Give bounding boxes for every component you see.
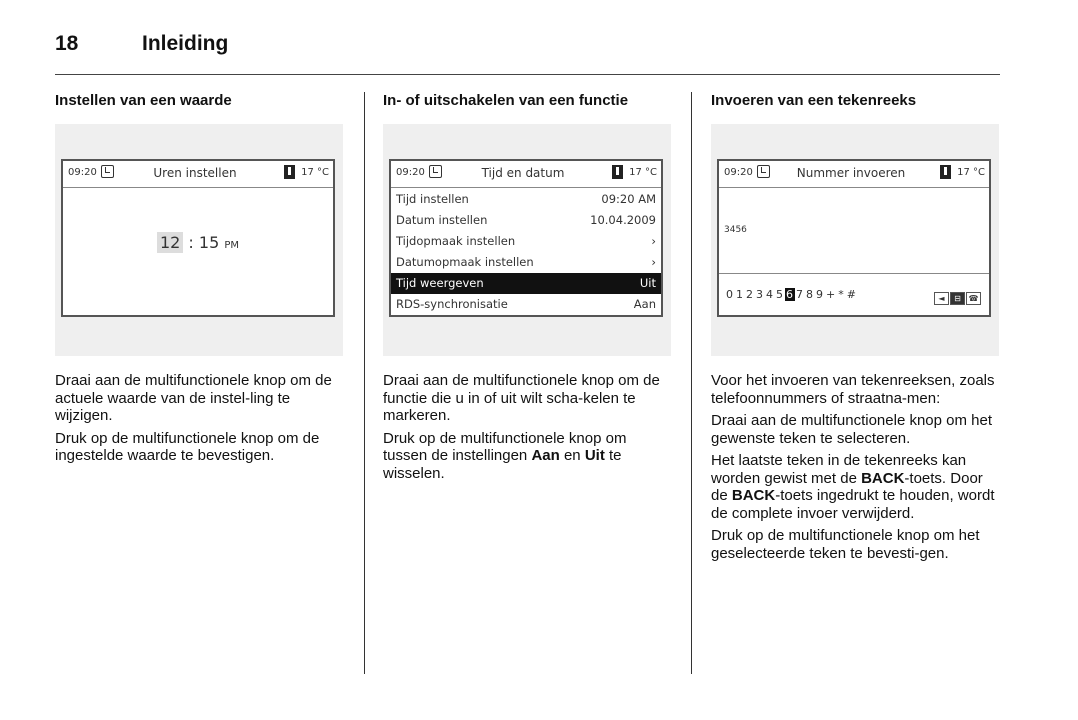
mode-icons	[933, 288, 981, 307]
section-heading: Instellen van een waarde	[55, 92, 232, 109]
time-separator: :	[183, 233, 199, 252]
page-number: 18	[55, 32, 79, 55]
chevron-right-icon: ›	[651, 234, 656, 248]
char-key[interactable]: 0	[726, 288, 734, 301]
screen-illustration	[383, 124, 671, 356]
char-key[interactable]: 9	[816, 288, 824, 301]
paragraph	[383, 430, 673, 483]
hour-value[interactable]: 12	[157, 232, 183, 253]
clock-icon	[757, 165, 770, 178]
status-temperature: 17 °C	[301, 167, 329, 178]
paragraph: Draai aan de multifunctionele knop om het gewenste teken te selecteren.	[711, 412, 993, 447]
text-run: te wisselen.	[383, 447, 622, 482]
menu-item-tijdopmaak[interactable]	[391, 231, 661, 252]
paragraph: Draai aan de multifunctionele knop om de actuele waarde van de instel-ling te wijzigen.	[55, 372, 332, 424]
keyword-back: BACK	[731, 487, 776, 504]
column-set-value	[55, 92, 345, 470]
status-time: 09:20	[724, 167, 753, 178]
text-run: -toets. Door de	[711, 469, 983, 504]
column-divider	[691, 92, 692, 674]
status-time: 09:20	[396, 167, 425, 178]
backspace-icon[interactable]: ◄	[934, 292, 949, 305]
char-key[interactable]: 8	[806, 288, 814, 301]
menu-item-tijd-weergeven[interactable]	[391, 273, 661, 294]
menu-item-label: Datumopmaak instellen	[396, 255, 534, 269]
paragraph: Druk op de multifunctionele knop om het geselecteerde teken te bevesti-gen.	[711, 527, 980, 562]
char-key[interactable]: 1	[736, 288, 744, 301]
status-bar	[719, 161, 989, 188]
menu-item-datum-instellen[interactable]	[391, 210, 661, 231]
paragraph: Voor het invoeren van tekenreeksen, zoals telefoonnummers of straatna-men:	[711, 372, 995, 407]
menu-item-rds-synchronisatie[interactable]	[391, 294, 661, 315]
section-heading: In- of uitschakelen van een functie	[383, 92, 629, 109]
display-screen	[61, 159, 335, 317]
body-text	[55, 372, 345, 465]
char-key[interactable]: 3	[756, 288, 764, 301]
char-key-selected[interactable]: 6	[786, 288, 794, 301]
page-header	[55, 30, 1000, 75]
screen-title: Uren instellen	[153, 166, 237, 180]
status-bar	[63, 161, 333, 188]
chevron-right-icon: ›	[651, 255, 656, 269]
char-key[interactable]: #	[846, 288, 857, 301]
text-run: Druk op de multifunctionele knop om tussen de instellingen	[383, 429, 627, 464]
display-screen	[717, 159, 991, 317]
status-bar	[391, 161, 661, 188]
screen-illustration	[55, 124, 343, 356]
section-heading: Invoeren van een tekenreeks	[711, 92, 917, 109]
character-selector	[719, 273, 989, 316]
keyword-aan: Aan	[531, 447, 560, 464]
status-temperature: 17 °C	[957, 167, 985, 178]
thermometer-icon	[612, 165, 623, 179]
text-run: en	[559, 447, 585, 464]
body-text	[711, 372, 1001, 562]
menu-item-tijd-instellen[interactable]	[391, 189, 661, 210]
ampm-value[interactable]: PM	[224, 240, 240, 251]
paragraph: Draai aan de multifunctionele knop om de functie die u in of uit wilt scha-kelen te markeren.	[383, 372, 660, 424]
menu-item-value: 10.04.2009	[590, 213, 656, 227]
thermometer-icon	[940, 165, 951, 179]
column-divider	[364, 92, 365, 674]
time-value[interactable]	[63, 233, 333, 252]
menu-item-datumopmaak[interactable]	[391, 252, 661, 273]
clock-icon	[101, 165, 114, 178]
clock-icon	[429, 165, 442, 178]
column-toggle-function	[383, 92, 673, 487]
menu-item-label: Tijd instellen	[396, 192, 469, 206]
menu-item-label: Datum instellen	[396, 213, 488, 227]
character-list	[725, 288, 858, 301]
keyword-uit: Uit	[584, 447, 605, 464]
keyword-back: BACK	[861, 469, 905, 487]
menu-item-label: RDS-synchronisatie	[396, 297, 508, 311]
menu-item-value: 09:20 AM	[601, 192, 656, 206]
char-key[interactable]: 7	[796, 288, 804, 301]
phone-icon[interactable]: ☎	[966, 292, 981, 305]
paragraph	[711, 452, 1001, 522]
paragraph: Druk op de multifunctionele knop om de ingestelde waarde te bevestigen.	[55, 429, 320, 464]
screen-title: Tijd en datum	[481, 166, 565, 180]
screen-title: Nummer invoeren	[796, 166, 906, 180]
page-title: Inleiding	[142, 32, 229, 55]
char-key[interactable]: 4	[766, 288, 774, 301]
text-run: -toets ingedrukt te houden, wordt de complete invoer verwijderd.	[711, 487, 995, 522]
minute-value[interactable]: 15	[198, 233, 220, 252]
body-text	[383, 372, 673, 482]
entered-number: 3456	[724, 225, 747, 235]
char-key[interactable]: +	[826, 288, 837, 301]
keypad-icon[interactable]: ⊟	[950, 292, 965, 305]
char-key[interactable]: *	[838, 288, 845, 301]
screen-illustration	[711, 124, 999, 356]
thermometer-icon	[284, 165, 295, 179]
char-key[interactable]: 5	[776, 288, 784, 301]
settings-menu	[391, 189, 661, 315]
menu-item-label: Tijd weergeven	[396, 276, 484, 290]
menu-item-value: Uit	[639, 276, 656, 290]
display-screen	[389, 159, 663, 317]
status-temperature: 17 °C	[629, 167, 657, 178]
status-time: 09:20	[68, 167, 97, 178]
menu-item-label: Tijdopmaak instellen	[396, 234, 516, 248]
menu-item-value: Aan	[633, 297, 656, 311]
column-enter-string	[711, 92, 1001, 567]
text-run: Het laatste teken in de tekenreeks kan worden gewist met de	[711, 452, 967, 487]
char-key[interactable]: 2	[746, 288, 754, 301]
